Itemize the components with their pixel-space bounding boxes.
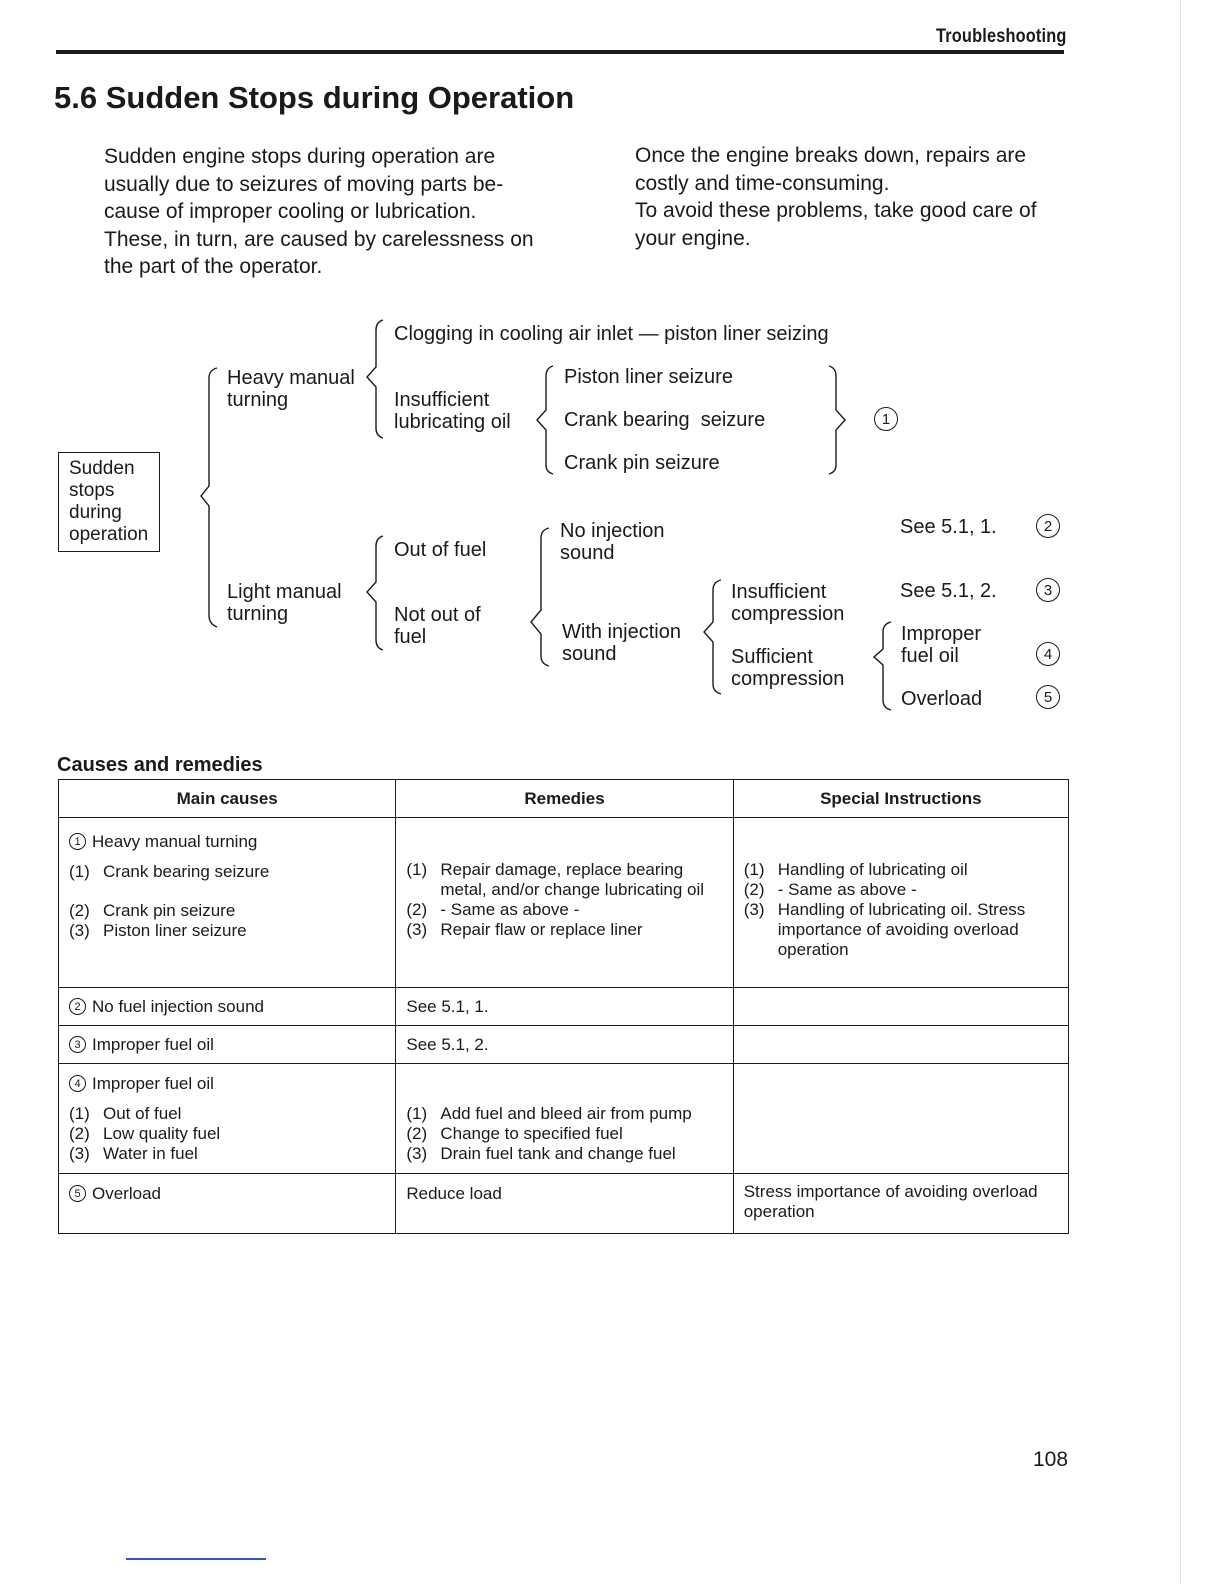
causes-title: Causes and remedies [57, 754, 263, 776]
cell-remedy: Reduce load [396, 1174, 733, 1234]
cell-main-cause: 4 Improper fuel oil (1) Out of fuel (2) Low quality fuel (3) Water in fuel [59, 1064, 396, 1174]
list-item: (1) Repair damage, replace bearing metal, and/or change lubricating oil [406, 860, 705, 899]
node-insufficient-compression: Insufficient compression [731, 581, 845, 625]
row-marker: 1 [69, 833, 86, 850]
causes-table [58, 779, 1069, 1234]
node-piston-liner-seizure: Piston liner seizure [564, 366, 733, 388]
node-crank-pin-seizure: Crank pin seizure [564, 452, 720, 474]
marker-2: 2 [1036, 514, 1060, 538]
node-overload: Overload [901, 688, 983, 710]
cell-main-cause [59, 818, 396, 988]
row-marker: 5 [69, 1185, 86, 1202]
cell-remedy: See 5.1, 1. [396, 988, 733, 1026]
marker-1: 1 [874, 407, 898, 431]
table-header-row [59, 780, 1069, 818]
marker-3: 3 [1036, 578, 1060, 602]
root-box: Sudden stops during operation [58, 452, 160, 552]
list-item: (1) Add fuel and bleed air from pump [406, 1104, 692, 1123]
marker-5: 5 [1036, 685, 1060, 709]
node-crank-bearing-seizure: Crank bearing seizure [564, 409, 766, 431]
cell-main-cause: 5 Overload [59, 1174, 396, 1234]
list-item: (3) Piston liner seizure [69, 921, 247, 940]
list-item: (2) - Same as above - [743, 880, 917, 899]
cell-special: Stress importance of avoiding overload operation [733, 1174, 1068, 1234]
list-item: (1) Handling of lubricating oil [743, 860, 968, 879]
node-insufficient-oil: Insufficient lubricating oil [394, 389, 511, 433]
cause-brace [874, 622, 891, 710]
node-heavy-turning: Heavy manual turning [227, 367, 355, 411]
ref-see-5-1-2: See 5.1, 2. [900, 580, 997, 602]
page-number: 108 [1033, 1448, 1069, 1471]
cell-remedy [396, 818, 733, 988]
compression-brace [704, 580, 721, 694]
cell-main-cause: 2 No fuel injection sound [59, 988, 396, 1026]
node-with-injection-sound: With injection sound [562, 621, 681, 665]
fuel-brace [531, 528, 549, 666]
table-row [59, 988, 1069, 1026]
cell-remedy: See 5.1, 2. [396, 1026, 733, 1064]
heavy-brace [367, 320, 383, 438]
node-not-out-of-fuel: Not out of fuel [394, 604, 481, 648]
list-item: (1) Crank bearing seizure [69, 862, 270, 881]
cell-special [733, 1026, 1068, 1064]
footer-link-underline [126, 1558, 266, 1560]
intro-left-paragraph: Sudden engine stops during operation are usually due to seizures of moving parts be-cause of improper cooling or lubrication. These, in turn, are caused by carelessness on the part of the operator. [104, 145, 534, 278]
row-marker: 3 [69, 1036, 86, 1053]
cell-special [733, 818, 1068, 988]
list-item: (2) - Same as above - [406, 900, 580, 919]
table-row [59, 1174, 1069, 1234]
page-title: 5.6 Sudden Stops during Operation [54, 80, 575, 115]
list-item: (3) Handling of lubricating oil. Stress importance of avoiding overload operation [743, 900, 1026, 959]
node-no-injection-sound: No injection sound [560, 520, 665, 564]
cell-special [733, 988, 1068, 1026]
node-clogging: Clogging in cooling air inlet — piston liner seizing [394, 323, 829, 345]
node-light-turning: Light manual turning [227, 581, 342, 625]
node-out-of-fuel: Out of fuel [394, 539, 487, 561]
list-item: (2) Low quality fuel [69, 1124, 221, 1143]
table-row [59, 818, 1069, 988]
node-improper-fuel-oil: Improper fuel oil [901, 623, 982, 667]
header-main-causes: Main causes [59, 780, 396, 818]
table-row [59, 1026, 1069, 1064]
cause-heading: Heavy manual turning [92, 832, 258, 851]
oil-brace [537, 366, 553, 474]
light-brace [367, 536, 383, 650]
list-item: (1) Out of fuel [69, 1104, 182, 1123]
header-special-instructions: Special Instructions [733, 780, 1068, 818]
root-brace [201, 368, 217, 627]
cell-remedy [396, 1064, 733, 1174]
list-item: (3) Water in fuel [69, 1144, 198, 1163]
header-remedies: Remedies [396, 780, 733, 818]
list-item: (3) Drain fuel tank and change fuel [406, 1144, 676, 1163]
table-row [59, 1064, 1069, 1174]
row-marker: 4 [69, 1075, 86, 1092]
section-header: Troubleshooting [936, 26, 1067, 47]
row-marker: 2 [69, 998, 86, 1015]
cell-special [733, 1064, 1068, 1174]
list-item: (2) Crank pin seizure [69, 901, 236, 920]
list-item: (2) Change to specified fuel [406, 1124, 623, 1143]
list-item: (3) Repair flaw or replace liner [406, 920, 643, 939]
intro-right-line-2: To avoid these problems, take good care of your engine. [635, 199, 1037, 250]
intro-right-line-1: Once the engine breaks down, repairs are costly and time-consuming. [635, 144, 1027, 195]
node-sufficient-compression: Sufficient compression [731, 646, 845, 690]
seizure-right-brace [829, 366, 845, 474]
ref-see-5-1-1: See 5.1, 1. [900, 516, 997, 538]
cell-main-cause: 3 Improper fuel oil [59, 1026, 396, 1064]
marker-4: 4 [1036, 642, 1060, 666]
